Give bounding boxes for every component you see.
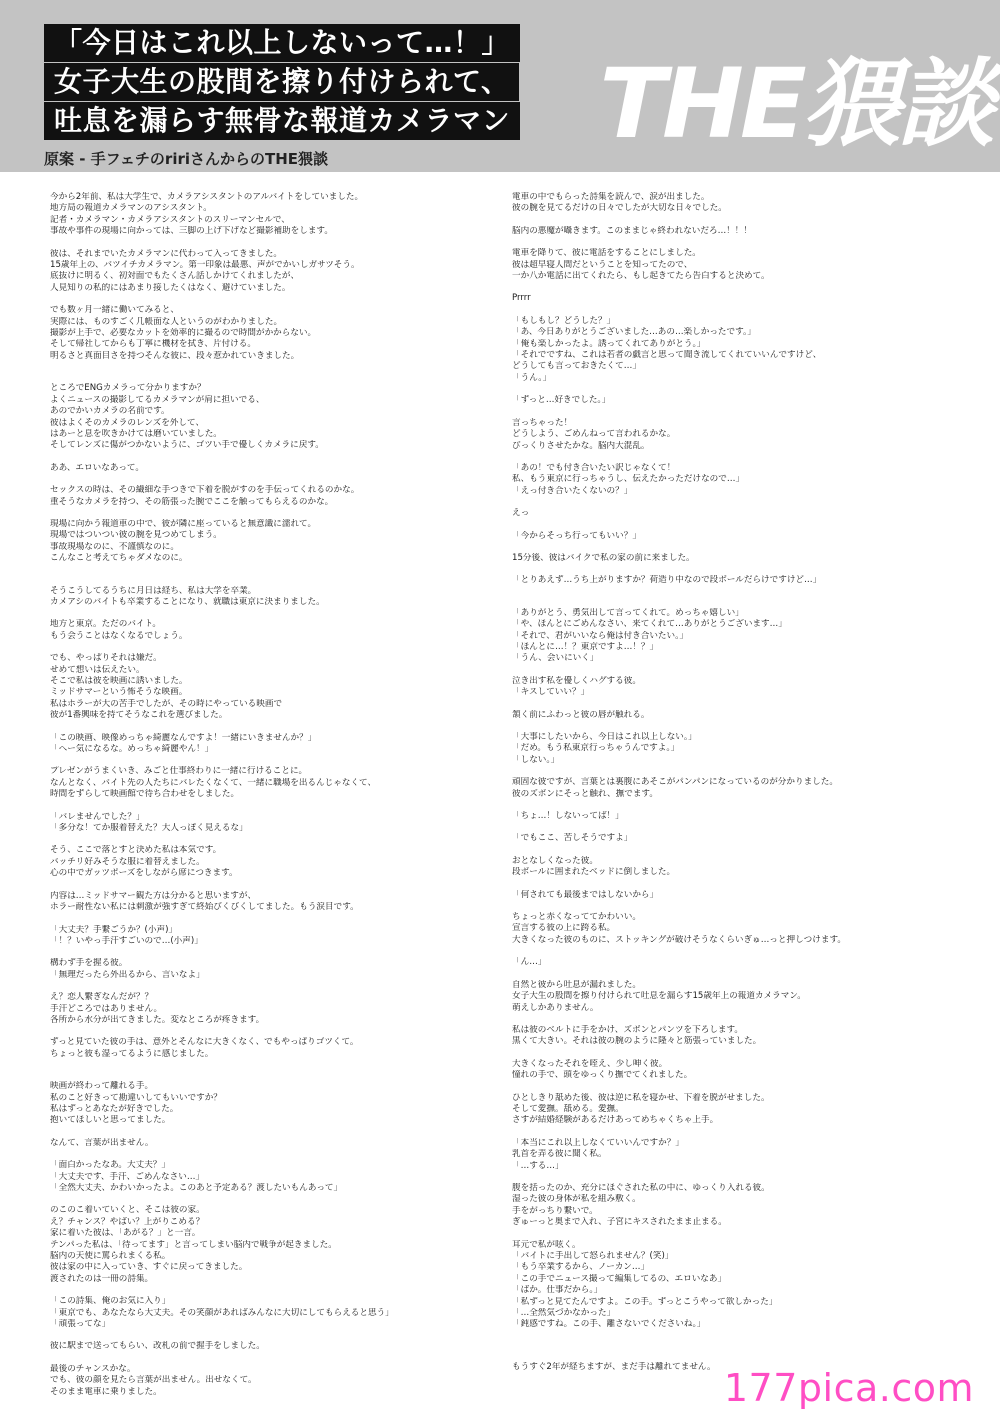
text-line: 彼は、それまでいたカメラマンに代わって入ってきました。	[50, 248, 282, 259]
paragraph	[50, 1160, 470, 1194]
paragraph	[512, 1240, 952, 1331]
paragraph	[512, 811, 952, 822]
paragraph	[512, 890, 952, 901]
paragraph	[512, 676, 952, 699]
text-line: 事故現場なのに、不謹慎なのに。	[50, 541, 179, 552]
paragraph	[50, 925, 470, 948]
text-line: 「東京でも、あなたなら大丈夫。その笑顔があればみんなに大切にしてもらえると思う」	[50, 1307, 394, 1318]
text-line: ひとしきり舐めた後、彼は逆に私を寝かせ、下着を脱がせました。	[512, 1092, 770, 1103]
paragraph	[50, 463, 470, 474]
paragraph	[512, 856, 952, 879]
text-line: 宣言する彼の上に跨る私。	[512, 923, 616, 934]
text-line: 「この手でニュース撮って編集してるの、エロいなあ」	[512, 1273, 727, 1284]
paragraph	[50, 586, 470, 609]
text-line: びっくりさせたかな。脳内大混乱。	[512, 440, 650, 451]
text-line: 地方局の報道カメラマンのアシスタント。	[50, 203, 212, 214]
text-line: なんとなく、バイト先の人たちにバレたくなくて、一緒に職場を出るんじゃなくて、	[50, 777, 377, 788]
text-line: 「何されても最後まではしないから」	[512, 889, 659, 900]
text-line: 電車を降りて、彼に電話をすることにしました。	[512, 248, 701, 259]
text-line: 渡されたのは一冊の詩集。	[50, 1273, 154, 1284]
text-line: ああ、エロいなあって。	[50, 462, 144, 473]
text-line: ずっと見ていた彼の手は、意外とそんなに大きくなく、でもやっぱりゴツくて。	[50, 1037, 359, 1048]
text-line: テンパった私は、「待ってます」と言ってしまい脳内で戦争が起きました。	[50, 1239, 337, 1250]
text-line: 「本当にこれ以上しなくていいんですか？」	[512, 1137, 684, 1148]
text-line: 「この詩集、俺のお気に入り」	[50, 1296, 171, 1307]
text-line: 「今からそっち行ってもいい？」	[512, 530, 641, 541]
paragraph	[512, 912, 952, 946]
title-line-3: 吐息を漏らす無骨な報道カメラマン	[44, 102, 520, 140]
text-line: 言っちゃった！	[512, 417, 573, 428]
text-line: 私、もう東京に行っちゃうし、伝えたかっただけなので…」	[512, 474, 745, 485]
text-line: 重そうなカメラを持つ、その筋張った腕でここを触ってもらえるのかな。	[50, 496, 334, 507]
paragraph	[50, 485, 470, 508]
text-line: えっ	[512, 508, 530, 519]
text-line: 黒くて大きい。それは彼の腕のように隆々と筋張っていました。	[512, 1036, 762, 1047]
text-line: 「ん…」	[512, 957, 547, 968]
text-line: 映画が終わって離れる手。	[50, 1081, 154, 1092]
text-line: ぎゅーっと奥まで入れ、子宮にキスされたまま止まる。	[512, 1217, 727, 1228]
paragraph-gap	[50, 373, 470, 383]
text-line: そして帰社してからも丁寧に機材を拭き、片付ける。	[50, 339, 256, 350]
text-line: 彼のズボンにそっと触れ、撫でます。	[512, 788, 658, 799]
text-line: 現場に向かう報道車の中で、彼が隣に座っていると無意識に濡れて。	[50, 518, 317, 529]
text-line: 「ばか。仕事だから。」	[512, 1285, 603, 1296]
paragraph	[512, 1025, 952, 1048]
paragraph	[50, 305, 470, 362]
text-line: 各所から水分が出てきました。変なところが疼きます。	[50, 1014, 265, 1025]
text-line: そうこうしてるうちに月日は経ち、私は大学を卒業。	[50, 585, 257, 596]
text-line: 「もう卒業するから、ノーカン…」	[512, 1262, 650, 1273]
text-line: 内容は…ミッドサマー観た方は分かると思いますが、	[50, 890, 257, 901]
paragraph	[512, 710, 952, 721]
text-line: どうしても言っておきたくて…」	[512, 361, 641, 372]
paragraph	[512, 192, 952, 215]
text-line: 「大丈夫です、手汗、ごめんなさい…」	[50, 1171, 205, 1182]
text-line: 乳首を弄る彼に聞く私。	[512, 1149, 607, 1160]
paragraph	[512, 316, 952, 384]
text-line: 私は彼のベルトに手をかけ、ズボンとパンツを下ろします。	[512, 1024, 744, 1035]
text-line: 電車の中でもらった詩集を読んで、涙が出ました。	[512, 192, 710, 202]
paragraph	[512, 508, 952, 519]
text-line: プレゼンがうまくいき、みごと仕事終わりに一緒に行けることに。	[50, 766, 308, 777]
text-line: 構わず手を握る彼。	[50, 958, 128, 969]
paragraph	[50, 812, 470, 835]
text-line: もう会うことはなくなるでしょう。	[50, 630, 188, 641]
title-line-1: 「今日はこれ以上しないって…！」	[44, 24, 520, 62]
text-line: 女子大生の股間を擦り付けられて吐息を漏らす15歳年上の報道カメラマン。	[512, 991, 806, 1002]
paragraph	[512, 833, 952, 844]
paragraph	[50, 619, 470, 642]
text-line: よくニュースの撮影してるカメラマンが肩に担いでる、	[50, 394, 265, 405]
paragraph	[512, 980, 952, 1014]
text-line: 「俺も楽しかったよ。誘ってくれてありがとう。」	[512, 338, 706, 349]
paragraph	[50, 519, 470, 565]
text-line: 地方と東京。ただのバイト。	[50, 619, 161, 630]
text-line: 萌えしかありません。	[512, 1002, 599, 1013]
text-line: ミッドサマーという怖そうな映画。	[50, 687, 188, 698]
paragraph	[50, 1081, 470, 1127]
paragraph	[50, 1138, 470, 1149]
text-line: 「…する…」	[512, 1160, 564, 1171]
text-line: 家に着いた彼は、「あがる？」と一言。	[50, 1228, 201, 1239]
text-line: あのでかいカメラの名前です。	[50, 406, 170, 417]
text-line: 最後のチャンスかな。	[50, 1363, 136, 1374]
text-line: 大きくなったそれを咥え、少し呻く彼。	[512, 1058, 668, 1069]
text-line: 現場ではついつい彼の腕を見つめてしまう。	[50, 530, 222, 541]
text-line: 彼はよくそのカメラのレンズを外して、	[50, 417, 205, 428]
text-line: 段ボールに囲まれたベッドに倒しました。	[512, 867, 676, 878]
text-line: 「ありがとう、勇気出して言ってくれて。めっちゃ嬉しい」	[512, 607, 744, 618]
text-line: ホラー耐性ない私には刺激が強すぎて終始びくびくしてました。もう涙目です。	[50, 902, 359, 913]
text-line: 「ずっと…好きでした。」	[512, 395, 611, 406]
paragraph	[512, 1059, 952, 1082]
the-waidan-logo: THE猥談	[598, 48, 990, 160]
paragraph	[50, 1205, 470, 1285]
header-band	[0, 0, 1000, 172]
title-line-2: 女子大生の股間を擦り付けられて、	[44, 63, 519, 101]
text-line: バッチリ好みそうな服に着替えました。	[50, 856, 205, 867]
text-line: 抱いてほしいと思ってました。	[50, 1115, 171, 1126]
text-line: 「うん、会いにいく」	[512, 653, 599, 664]
right-text-column	[512, 192, 952, 1384]
text-line: 「大事にしたいから、今日はこれ以上しない。」	[512, 732, 697, 742]
text-line: でも数ヶ月一緒に働いてみると、	[50, 305, 179, 316]
text-line: え？恋人繋ぎなんだが？？	[50, 992, 154, 1003]
text-line: どうしよう、ごめんねって言われるかな。	[512, 429, 676, 440]
paragraph	[512, 226, 952, 237]
text-line: 事故や事件の現場に向かっては、三脚の上げ下げなど撮影補助をします。	[50, 226, 333, 237]
text-line: 脳内の天使に罵られまくる私。	[50, 1251, 171, 1262]
paragraph-gap	[50, 1071, 470, 1081]
text-line: ところでENGカメラって分かりますか？	[50, 383, 206, 394]
text-line: 彼は家の中に入っていき、すぐに戻ってきました。	[50, 1262, 248, 1273]
paragraph	[50, 766, 470, 800]
text-line: 「へー気になるな。めっちゃ綺麗やん！」	[50, 744, 214, 755]
text-line: 「ちょ…！しないってば！」	[512, 811, 624, 822]
paragraph	[512, 1093, 952, 1127]
text-line: はあーと息を吹きかけては磨いていました。	[50, 428, 222, 439]
text-line: 私はずっとあなたが好きでした。	[50, 1103, 179, 1114]
paragraph	[50, 1364, 470, 1398]
text-line: 耳元で私が呟く。	[512, 1239, 581, 1250]
text-line: 実際には、ものすごく几帳面な人というのがわかりました。	[50, 316, 283, 327]
text-line: 一か八か電話に出てくれたら、もし起きてたら告白すると決めて。	[512, 271, 770, 282]
text-line: 「だめ。もう私東京行っちゃうんですよ。」	[512, 743, 680, 754]
paragraph	[50, 891, 470, 914]
text-line: 底抜けに明るく、初対面でもたくさん話しかけてくれましたが、	[50, 271, 300, 282]
text-line: 「とりあえず…うち上がりますか？荷造り中なので段ボールだらけですけど…」	[512, 575, 822, 586]
text-line: そのまま電車に乗りました。	[50, 1386, 162, 1397]
paragraph	[50, 1341, 470, 1352]
text-line: そう、ここで落とすと決めた私は本気です。	[50, 845, 222, 856]
text-line: 人見知りの私的にはあまり接したくはなく、避けていました。	[50, 282, 291, 293]
text-line: 私のこと好きって勘違いしてもいいですか？	[50, 1092, 222, 1103]
text-line: 「バイトに手出して怒られません？(笑)」	[512, 1251, 674, 1261]
paragraph	[512, 531, 952, 542]
paragraph	[512, 732, 952, 766]
paragraph-gap	[512, 1342, 952, 1352]
credit-line: 原案 - 手フェチのririさんからのTHE猥談	[44, 150, 329, 168]
text-line: 大きくなった彼のものに、ストッキングが破けそうなくらいぎゅ…っと押しつけます。	[512, 934, 846, 945]
text-line: 撮影が上手で、必要なカットを効率的に撮るので時間がかからない。	[50, 328, 317, 339]
paragraph	[50, 1037, 470, 1060]
text-line: 「もしもし？どうした？」	[512, 315, 616, 326]
text-line: 「私ずっと見てたんですよ。この手。ずっとこうやって欲しかった」	[512, 1296, 778, 1307]
text-line: 「それでですね、これは若者の戯言と思って聞き流してくれていいんですけど、	[512, 350, 822, 361]
text-line: なんて、言葉が出ません。	[50, 1137, 154, 1148]
text-line: 「頑張ってな」	[50, 1319, 111, 1330]
text-line: 「それで、君がいいなら俺は付き合いたい。」	[512, 630, 688, 641]
paragraph	[512, 1138, 952, 1172]
text-line: セックスの時は、その繊細な手つきで下着を脱がすのを手伝ってくれるのかな。	[50, 485, 360, 496]
text-line: ちょっと赤くなっててかわいい。	[512, 912, 641, 923]
paragraph	[512, 248, 952, 282]
paragraph	[512, 293, 952, 304]
text-line: 「面白かったなあ。大丈夫？」	[50, 1160, 170, 1171]
text-line: 「この映画、映像めっちゃ綺麗なんですよ！一緒にいきませんか？」	[50, 732, 317, 743]
text-line: 彼は超早寝人間だということを知ってたので、	[512, 259, 693, 270]
text-line: 今から2年前、私は大学生で、カメラアシスタントのアルバイトをしていました。	[50, 192, 364, 202]
paragraph	[512, 395, 952, 406]
paragraph	[50, 1296, 470, 1330]
text-line: 彼の腕を見てるだけの日々でしたが大切な日々でした。	[512, 203, 727, 214]
text-line: 「あの！でも付き合いたい訳じゃなくて！	[512, 462, 676, 473]
text-line: 泣き出す私を優しくハグする彼。	[512, 675, 641, 686]
paragraph	[512, 608, 952, 665]
text-line: 「あ、今日ありがとうございました…あの…楽しかったです。」	[512, 327, 756, 338]
text-line: 「キスしていい？」	[512, 687, 590, 698]
text-line: 記者・カメラマン・カメラアシスタントのスリーマンセルで、	[50, 214, 290, 225]
text-line: 「しない。」	[512, 754, 560, 765]
paragraph	[50, 653, 470, 721]
text-line: もうすぐ2年が経ちますが、まだ手は離れてません。	[512, 1361, 716, 1372]
text-line: でも、やっぱりそれは嫌だ。	[50, 653, 162, 664]
site-watermark: 177pica.com	[723, 1366, 974, 1410]
text-line: 時間をずらして映画館で待ち合わせをしました。	[50, 789, 240, 800]
text-line: Prrrr	[512, 293, 531, 304]
text-line: 「多分な！てか服着替えた？大人っぽく見えるな」	[50, 823, 248, 834]
text-line: 憧れの手で、頭をゆっくり撫でてくれました。	[512, 1070, 693, 1081]
paragraph-gap	[50, 576, 470, 586]
paragraph-gap	[512, 1352, 952, 1362]
text-line: 明るさと真面目さを持つそんな彼に、段々惹かれていきました。	[50, 350, 300, 361]
text-line: 心の中でガッツポーズをしながら席につきます。	[50, 868, 238, 879]
text-line: 腹を括ったのか、充分にほぐされた私の中に、ゆっくり入れる彼。	[512, 1182, 770, 1193]
paragraph	[512, 418, 952, 452]
paragraph	[50, 733, 470, 756]
text-line: 「…全然気づかなかった」	[512, 1308, 616, 1319]
paragraph	[50, 958, 470, 981]
paragraph	[512, 553, 952, 564]
text-line: せめて想いは伝えたい。	[50, 664, 145, 675]
text-line: そしてレンズに傷がつかないように、ゴツい手で優しくカメラに戻す。	[50, 440, 324, 451]
paragraph	[512, 463, 952, 497]
text-line: でも、彼の顔を見たら言葉が出ません。出せなくて。	[50, 1375, 257, 1386]
text-line: 15分後、彼はバイクで私の家の前に来ました。	[512, 552, 695, 563]
paragraph	[512, 777, 952, 800]
text-line: 湿った彼の身体が私を組み敷く。	[512, 1194, 641, 1205]
text-line: 彼に駅まで送ってもらい、改札の前で握手をしました。	[50, 1341, 265, 1352]
text-line: さすが結婚経験があるだけあってめちゃくちゃ上手。	[512, 1115, 719, 1126]
text-line: 「バレませんでした？」	[50, 811, 145, 822]
text-line: カメアシのバイトも卒業することになり、就職は東京に決まりました。	[50, 596, 325, 607]
text-line: 「鈍感ですね。この手、離さないでくださいね。」	[512, 1319, 706, 1330]
text-line: 「大丈夫？手繋ごうか？(小声)」	[50, 924, 178, 935]
text-line: そして愛撫。舐める。愛撫。	[512, 1103, 624, 1114]
paragraph-gap	[512, 598, 952, 608]
text-line: 「うん。」	[512, 372, 552, 383]
text-line: 手をがっちり繋いで。	[512, 1205, 598, 1216]
text-line: 自然と彼から吐息が漏れました。	[512, 979, 641, 990]
text-line: 「！？いやっ手汗すごいので…(小声)」	[50, 935, 203, 946]
text-line: こんなこと考えてちゃダメなのに。	[50, 553, 188, 564]
text-line: 「全然大丈夫、かわいかったよ。このあと予定ある？渡したいもんあって」	[50, 1183, 343, 1193]
text-line: 私はホラーが大の苦手でしたが、その時にやっている映画で	[50, 698, 283, 709]
text-line: え？チャンス？やばい？上がりこめる？	[50, 1216, 205, 1227]
text-line: 頑固な彼ですが、言葉とは裏腹にあそこがパンパンになっているのが分かりました。	[512, 777, 838, 788]
left-text-column	[50, 192, 470, 1409]
text-line: のこのこ着いていくと、そこは彼の家。	[50, 1205, 205, 1216]
text-line: 手汗どころではありません。	[50, 1003, 163, 1014]
text-line: 「や、ほんとにごめんなさい、来てくれて…ありがとうございます…」	[512, 619, 787, 630]
paragraph	[512, 957, 952, 968]
text-line: そこで私は彼を映画に誘いました。	[50, 676, 188, 686]
paragraph	[50, 383, 470, 451]
text-line: 頷く前にふわっと彼の唇が触れる。	[512, 709, 650, 720]
paragraph	[50, 845, 470, 879]
text-line: 15歳年上の、バツイチカメラマン。第一印象は最悪、声がでかいしガサツそう。	[50, 260, 360, 271]
text-line: ちょっと彼も湿ってるように感じました。	[50, 1048, 214, 1059]
text-line: 脳内の悪魔が囁きます。このままじゃ終われないだろ…！！！	[512, 225, 752, 236]
text-line: 「ほんとに…！？東京ですよ…！？」	[512, 641, 659, 652]
text-line: 「無理だったら外出るから、言いなよ」	[50, 969, 205, 980]
paragraph	[50, 192, 470, 238]
text-line: 彼が1番興味を持てそうなこれを選びました。	[50, 710, 228, 721]
text-line: おとなしくなった彼。	[512, 855, 598, 866]
paragraph	[50, 992, 470, 1026]
paragraph	[512, 575, 952, 586]
text-line: 「えっ付き合いたくないの？」	[512, 485, 633, 496]
paragraph	[512, 1183, 952, 1229]
paragraph	[50, 249, 470, 295]
text-line: 「でもここ、苦しそうですよ」	[512, 833, 633, 844]
